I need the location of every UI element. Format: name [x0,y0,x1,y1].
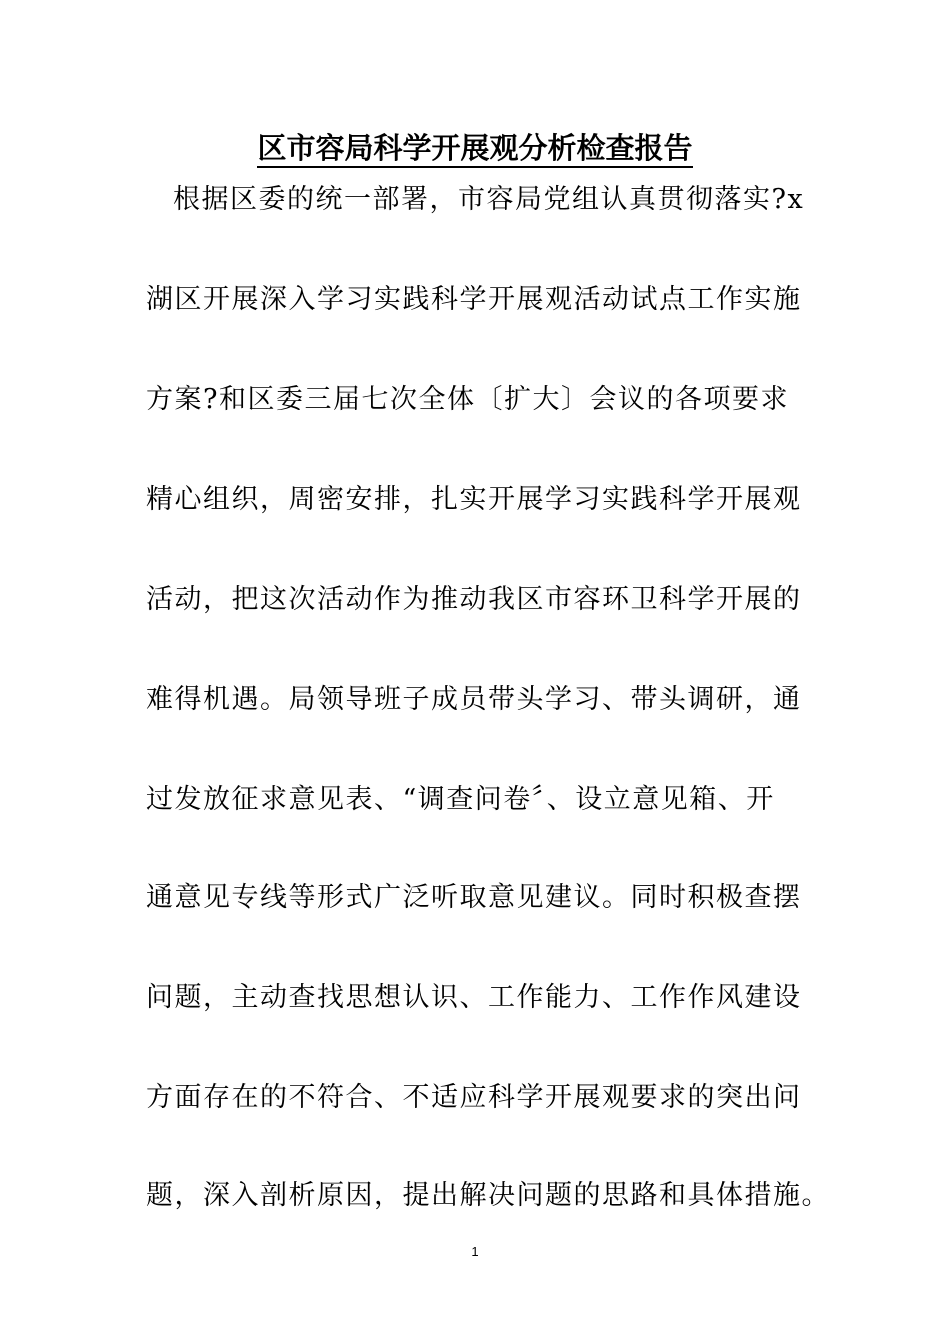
body-line-6: 难得机遇。局领导班子成员带头学习、带头调研，通 [146,684,802,715]
body-line-9: 问题，主动查找思想认识、工作能力、工作作风建设 [146,982,802,1013]
body-line-5: 活动，把这次活动作为推动我区市容环卫科学开展的 [146,584,802,615]
body-line-4: 精心组织，周密安排，扎实开展学习实践科学开展观 [146,484,802,515]
document-title-text: 区市容局科学开展观分析检查报告 [257,131,692,168]
body-line-11: 题，深入剖析原因，提出解决问题的思路和具体措施。 [146,1180,830,1211]
body-line-3: 方案?和区委三届七次全体〔扩大〕会议的各项要求 [146,384,789,415]
page-number: 1 [471,1244,479,1259]
body-line-8: 通意见专线等形式广泛听取意见建议。同时积极查摆 [146,882,802,913]
body-line-7: 过发放征求意见表、“调查问卷〞、设立意见箱、开 [146,784,775,815]
body-line-10: 方面存在的不符合、不适应科学开展观要求的突出问 [146,1082,802,1113]
document-title [0,128,950,168]
body-line-1: 根据区委的统一部署，市容局党组认真贯彻落实?x [173,184,805,215]
body-line-2: 湖区开展深入学习实践科学开展观活动试点工作实施 [146,284,802,315]
